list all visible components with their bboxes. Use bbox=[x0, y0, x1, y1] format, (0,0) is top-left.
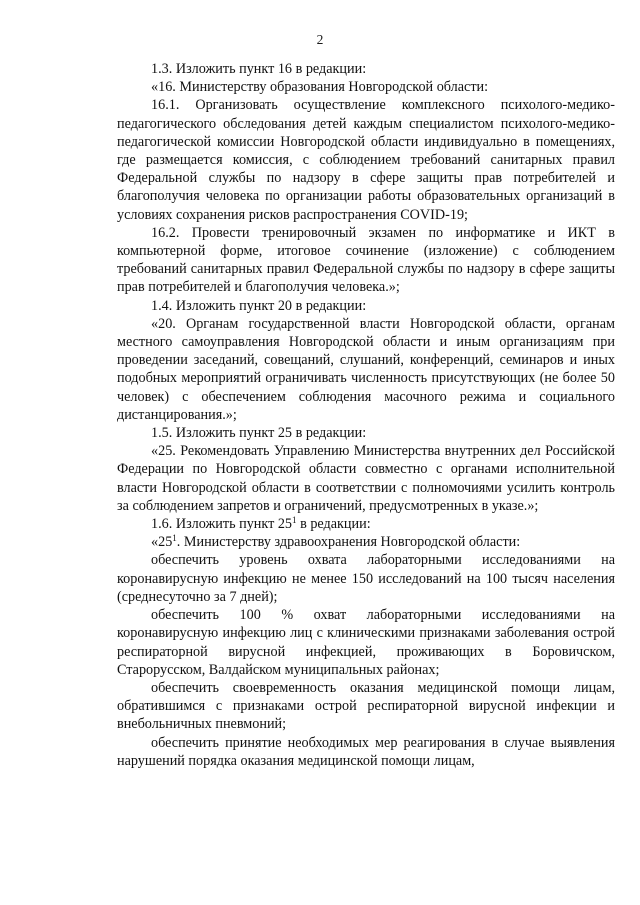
paragraph-full-coverage: обеспечить 100 % охват лабораторными исследованиями на коронавирусную инфекцию лиц с клиническими признаками заболевания острой респираторной вирусной инфекцией, проживающих в Боровичском, Старорусском, Валдайском муниципальных районах; bbox=[117, 607, 615, 678]
paragraph-25-1-heading bbox=[117, 533, 615, 551]
paragraph-16-1: 16.1. Организовать осуществление комплексного психолого-медико-педагогического обследования детей каждым специалистом психолого-медико-педагогической комиссии Новгородской области индивидуально в помещениях, где размещается комиссия, с соблюдением требований санитарных правил Федеральной службы по надзору в сфере защиты прав потребителей и благополучия человека по организации работы образовательных организаций в условиях сохранения рисков распространения COVID-19; bbox=[117, 97, 615, 223]
paragraph-testing-coverage: обеспечить уровень охвата лабораторными исследованиями на коронавирусную инфекцию не менее 150 исследований на 100 тысяч населения (среднесуточно за 7 дней); bbox=[117, 552, 615, 605]
paragraph-16-heading: «16. Министерству образования Новгородской области: bbox=[151, 79, 489, 96]
paragraph-1-3: 1.3. Изложить пункт 16 в редакции: bbox=[151, 61, 367, 77]
paragraph-1-5: 1.5. Изложить пункт 25 в редакции: bbox=[151, 425, 367, 442]
paragraph-20: «20. Органам государственной власти Новгородской области, органам местного самоуправления Новгородской области и иным организациям при проведении заседаний, совещаний, слушаний, конференций, семинаров и иных подобных мероприятий ограничивать численность присутствующих (не более 50 человек) с обеспечением соблюдения масочного режима и социального дистанцирования.»; bbox=[117, 315, 615, 423]
paragraph-1-6-text-end: в редакции: bbox=[296, 516, 371, 533]
paragraph-25-1-text: «25 bbox=[151, 534, 173, 551]
paragraph-response-measures: обеспечить принятие необходимых мер реагирования в случае выявления нарушений порядка оказания медицинской помощи лицам, bbox=[117, 734, 615, 769]
superscript: 1 bbox=[172, 533, 177, 544]
paragraph-16-2: 16.2. Провести тренировочный экзамен по информатике и ИКТ в компьютерной форме, итоговое сочинение (изложение) с соблюдением требований санитарных правил Федеральной службы по надзору в сфере защиты прав потребителей и благополучия человека.»; bbox=[117, 224, 615, 296]
page-number: 2 bbox=[316, 32, 324, 47]
paragraph-25: «25. Рекомендовать Управлению Министерства внутренних дел Российской Федерации по Новгородской области совместно с органами исполнительной власти Новгородской области в соответствии с полномочиями усилить контроль за соблюдением запретов и ограничений, предусмотренных в указе.»; bbox=[117, 443, 615, 514]
paragraph-1-6 bbox=[117, 515, 615, 533]
superscript: 1 bbox=[292, 515, 297, 526]
paragraph-1-4: 1.4. Изложить пункт 20 в редакции: bbox=[151, 297, 367, 314]
paragraph-timely-care: обеспечить своевременность оказания медицинской помощи лицам, обратившимся с признаками острой респираторной вирусной инфекции и внебольничных пневмоний; bbox=[117, 679, 615, 733]
paragraph-25-1-text-end: . Министерству здравоохранения Новгородской области: bbox=[176, 534, 521, 551]
paragraph-1-6-text: 1.6. Изложить пункт 25 bbox=[151, 516, 293, 533]
document-body bbox=[117, 60, 615, 770]
